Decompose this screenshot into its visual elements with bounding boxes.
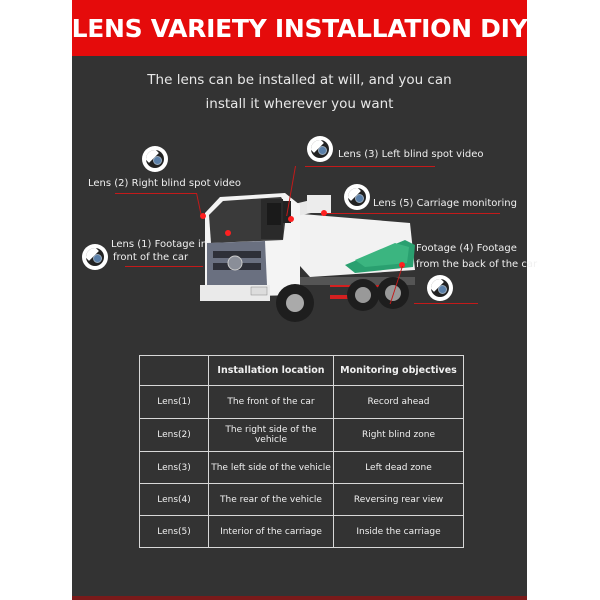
callout-line — [326, 213, 500, 214]
table-cell: Lens(4) — [140, 484, 209, 516]
table-header: Monitoring objectives — [334, 356, 464, 386]
callout-line — [125, 266, 203, 267]
callout-lens5-label: Lens (5) Carriage monitoring — [373, 198, 517, 209]
table-cell: The left side of the vehicle — [209, 452, 334, 484]
table-cell: Record ahead — [334, 386, 464, 419]
camera-icon — [82, 244, 108, 270]
table-row — [140, 452, 464, 484]
callout-dot — [288, 216, 294, 222]
table-row — [140, 419, 464, 452]
callout-lens2-label: Lens (2) Right blind spot video — [88, 178, 241, 189]
subtitle-line-2: install it wherever you want — [205, 96, 394, 112]
callout-dot — [225, 230, 231, 236]
page-title: LENS VARIETY INSTALLATION DIY — [71, 13, 528, 43]
callout-lens4-label-2: from the back of the car — [416, 259, 538, 270]
table-cell: Left dead zone — [334, 452, 464, 484]
table-header-row — [140, 356, 464, 386]
table-header: Installation location — [209, 356, 334, 386]
camera-icon — [307, 136, 333, 162]
table-cell: Lens(2) — [140, 419, 209, 452]
callout-lens1-label-2: front of the car — [113, 252, 189, 263]
camera-icon — [142, 146, 168, 172]
table-cell: The right side of the vehicle — [209, 419, 334, 452]
table-cell: Lens(1) — [140, 386, 209, 419]
table-cell: Lens(5) — [140, 516, 209, 548]
subtitle-line-1: The lens can be installed at will, and you can — [147, 72, 452, 88]
table-cell: Interior of the carriage — [209, 516, 334, 548]
table-cell: Inside the carriage — [334, 516, 464, 548]
callout-line — [115, 193, 197, 194]
table-cell: Reversing rear view — [334, 484, 464, 516]
callout-lens3-label: Lens (3) Left blind spot video — [338, 149, 484, 160]
camera-icon — [344, 184, 370, 210]
table-cell: The rear of the vehicle — [209, 484, 334, 516]
callout-dot — [321, 210, 327, 216]
table-cell: The front of the car — [209, 386, 334, 419]
callout-line — [414, 303, 478, 304]
table-cell: Lens(3) — [140, 452, 209, 484]
table-row — [140, 516, 464, 548]
table-row — [140, 386, 464, 419]
callout-lens4-label-1: Footage (4) Footage — [416, 243, 517, 254]
callout-line — [305, 166, 435, 167]
camera-icon — [427, 275, 453, 301]
table-row — [140, 484, 464, 516]
callout-dot — [200, 213, 206, 219]
table-header — [140, 356, 209, 386]
lens-spec-table — [139, 355, 464, 548]
callout-lens1-label-1: Lens (1) Footage in — [111, 239, 208, 250]
table-cell: Right blind zone — [334, 419, 464, 452]
